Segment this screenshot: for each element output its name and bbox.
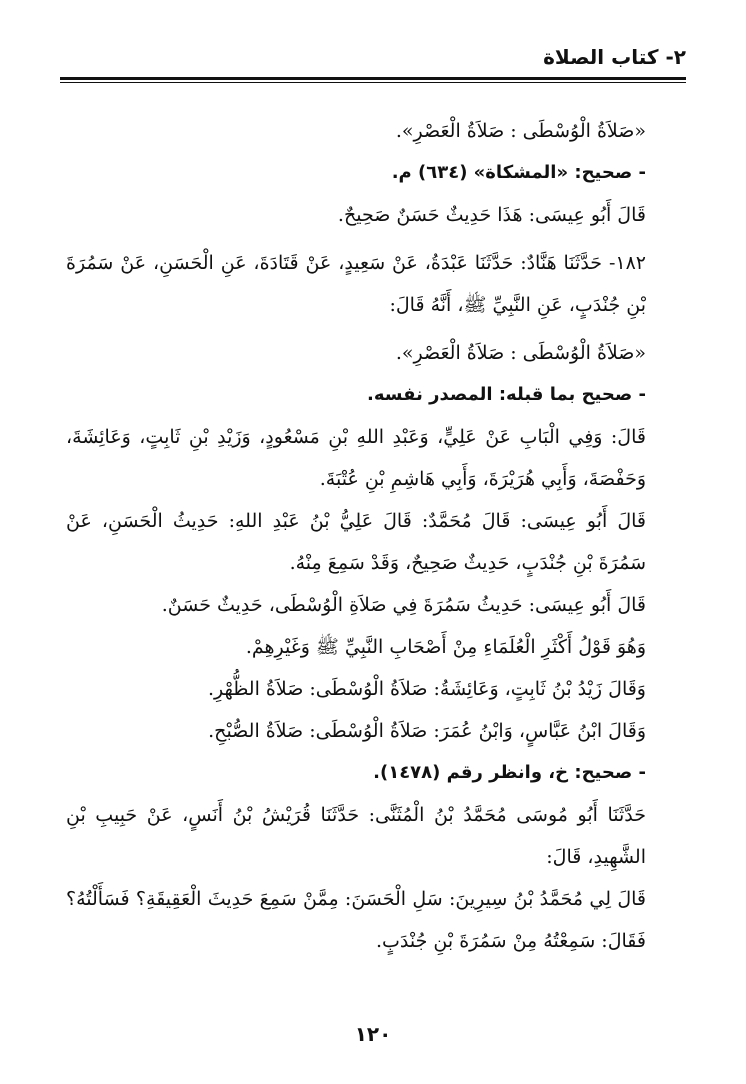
scholars-opinion: وَقَالَ زَيْدُ بْنُ ثَابِتٍ، وَعَائِشَةُ: صَلاَةُ الْوُسْطَى: صَلاَةُ الظُّهْرِ. xyxy=(207,678,646,700)
hadith-isnad: ١٨٢- حَدَّثَنَا هَنَّادٌ: حَدَّثَنَا عَبْدَةُ، عَنْ سَعِيدٍ، عَنْ قَتَادَةَ، عَنِ الْحَسَنِ، عَنْ سَمُرَةَ بْنِ جُنْدَبٍ، عَنِ النَّبِيِّ ﷺ، أَنَّهُ قَالَ: xyxy=(66,252,646,316)
tirmidhi-comment: قَالَ أَبُو عِيسَى: حَدِيثُ سَمُرَةَ فِي صَلاَةِ الْوُسْطَى، حَدِيثٌ حَسَنٌ. xyxy=(161,594,646,616)
header-rule-thin xyxy=(60,82,686,83)
chapter-references: قَالَ: وَفِي الْبَابِ عَنْ عَلِيٍّ، وَعَبْدِ اللهِ بْنِ مَسْعُودٍ، وَزَيْدِ بْنِ ثَابِتٍ، وَعَائِشَةَ، وَحَفْصَةَ، وَأَبِي هُرَيْرَةَ، وَأَبِي هَاشِمِ بْنِ عُتْبَةَ. xyxy=(66,426,646,490)
header-rule xyxy=(60,77,686,80)
scholars-opinion: وَقَالَ ابْنُ عَبَّاسٍ، وَابْنُ عُمَرَ: صَلاَةُ الْوُسْطَى: صَلاَةُ الصُّبْحِ. xyxy=(208,720,646,742)
grading-note: - صحيح: «المشكاة» (٦٣٤) م. xyxy=(391,162,646,183)
tirmidhi-comment: قَالَ أَبُو عِيسَى: هَذَا حَدِيثٌ حَسَنٌ صَحِيحٌ. xyxy=(337,204,646,226)
hadith-text: «صَلاَةُ الْوُسْطَى : صَلاَةُ الْعَصْرِ». xyxy=(395,120,646,142)
scholars-opinion: وَهُوَ قَوْلُ أَكْثَرِ الْعُلَمَاءِ مِنْ أَصْحَابِ النَّبِيِّ ﷺ وَغَيْرِهِمْ. xyxy=(245,636,646,658)
grading-note: - صحيح بما قبله: المصدر نفسه. xyxy=(367,384,646,405)
narration: قَالَ لِي مُحَمَّدُ بْنُ سِيرِينَ: سَلِ الْحَسَنَ: مِمَّنْ سَمِعَ حَدِيثَ الْعَقِيقَةِ؟ فَسَأَلْتُهُ؟ فَقَالَ: سَمِعْتُهُ مِنْ سَمُرَةَ بْنِ جُنْدَبٍ. xyxy=(66,888,646,952)
grading-note: - صحيح: خ، وانظر رقم (١٤٧٨). xyxy=(373,762,646,783)
hadith-text: «صَلاَةُ الْوُسْطَى : صَلاَةُ الْعَصْرِ». xyxy=(395,342,646,364)
chapter-header: ٢- كتاب الصلاة xyxy=(543,45,686,69)
page-number: ١٢٠ xyxy=(354,1022,392,1046)
tirmidhi-comment: قَالَ أَبُو عِيسَى: قَالَ مُحَمَّدٌ: قَالَ عَلِيُّ بْنُ عَبْدِ اللهِ: حَدِيثُ الْحَسَنِ، عَنْ سَمُرَةَ بْنِ جُنْدَبٍ، حَدِيثٌ صَحِيحٌ، وَقَدْ سَمِعَ مِنْهُ. xyxy=(66,510,646,574)
page-body xyxy=(66,110,680,962)
hadith-isnad: حَدَّثَنَا أَبُو مُوسَى مُحَمَّدُ بْنُ الْمُثَنَّى: حَدَّثَنَا قُرَيْشُ بْنُ أَنَسٍ، عَنْ حَبِيبِ بْنِ الشَّهِيدِ، قَالَ: xyxy=(66,804,646,868)
